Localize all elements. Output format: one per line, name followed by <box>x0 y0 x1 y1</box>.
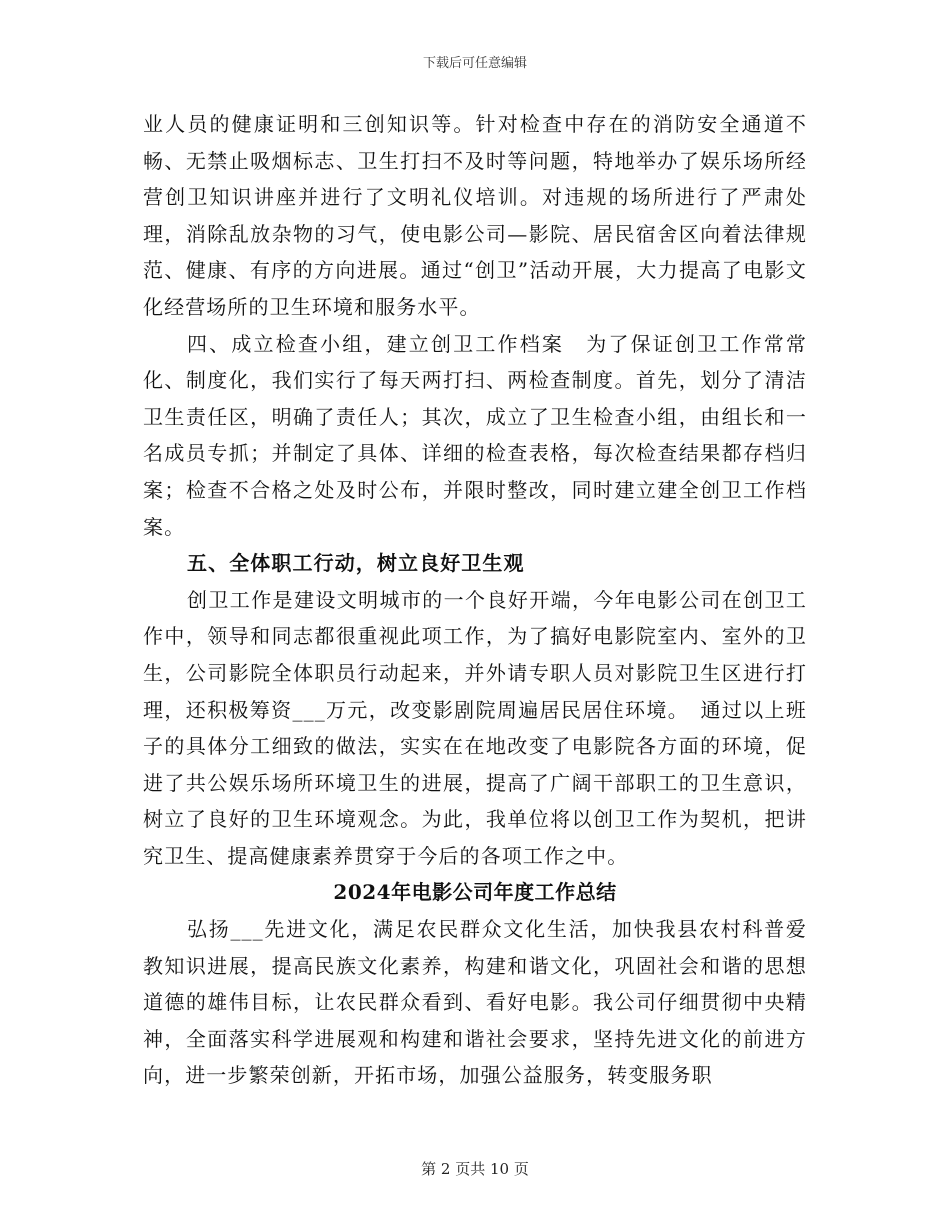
paragraph-inspection-group: 四、成立检查小组，建立创卫工作档案 为了保证创卫工作常常化、制度化，我们实行了每天两打扫、两检查制度。首先，划分了清洁卫生责任区，明确了责任人；其次，成立了卫生检查小组，由组长和一名成员专抓；并制定了具体、详细的检查表格，每次检查结果都存档归案；检查不合格之处及时公布，并限时整改，同时建立建全创卫工作档案。 <box>143 331 807 539</box>
document-body <box>143 106 807 1094</box>
paragraph-continued: 业人员的健康证明和三创知识等。针对检查中存在的消防安全通道不畅、无禁止吸烟标志、卫生打扫不及时等问题，特地举办了娱乐场所经营创卫知识讲座并进行了文明礼仪培训。对违规的场所进行了严肃处理，消除乱放杂物的习气，使电影公司—影院、居民宿舍区向着法律规范、健康、有序的方向进展。通过“创卫”活动开展，大力提高了电影文化经营场所的卫生环境和服务水平。 <box>143 112 807 319</box>
document-title: 2024年电影公司年度工作总结 <box>333 880 617 905</box>
section-heading: 五、全体职工行动，树立良好卫生观 <box>187 551 525 576</box>
page-header: 下载后可任意编辑 <box>422 56 527 71</box>
paragraph-staff-action: 创卫工作是建设文明城市的一个良好开端，今年电影公司在创卫工作中，领导和同志都很重视此项工作，为了搞好电影院室内、室外的卫生，公司影院全体职员行动起来，并外请专职人员对影院卫生区进行打理，还积极筹资___万元，改变影剧院周遍居民居住环境。 通过以上班子的具体分工细致的做法，实实在在地改变了电影院各方面的环境，促进了共公娱乐场所环境卫生的进展，提高了广阔干部职工的卫生意识，树立了良好的卫生环境观念。为此，我单位将以创卫工作为契机，把讲究卫生、提高健康素养贯穿于今后的各项工作之中。 <box>143 587 807 868</box>
paragraph-summary-intro: 弘扬___先进文化，满足农民群众文化生活，加快我县农村科普爱教知识进展，提高民族文化素养，构建和谐文化，巩固社会和谐的思想道德的雄伟目标，让农民群众看到、看好电影。我公司仔细贯彻中央精神，全面落实科学进展观和构建和谐社会要求，坚持先进文化的前进方向，进一步繁荣创新，开拓市场，加强公益服务，转变服务职 <box>143 917 807 1088</box>
page-number: 第 2 页共 10 页 <box>421 1160 529 1178</box>
